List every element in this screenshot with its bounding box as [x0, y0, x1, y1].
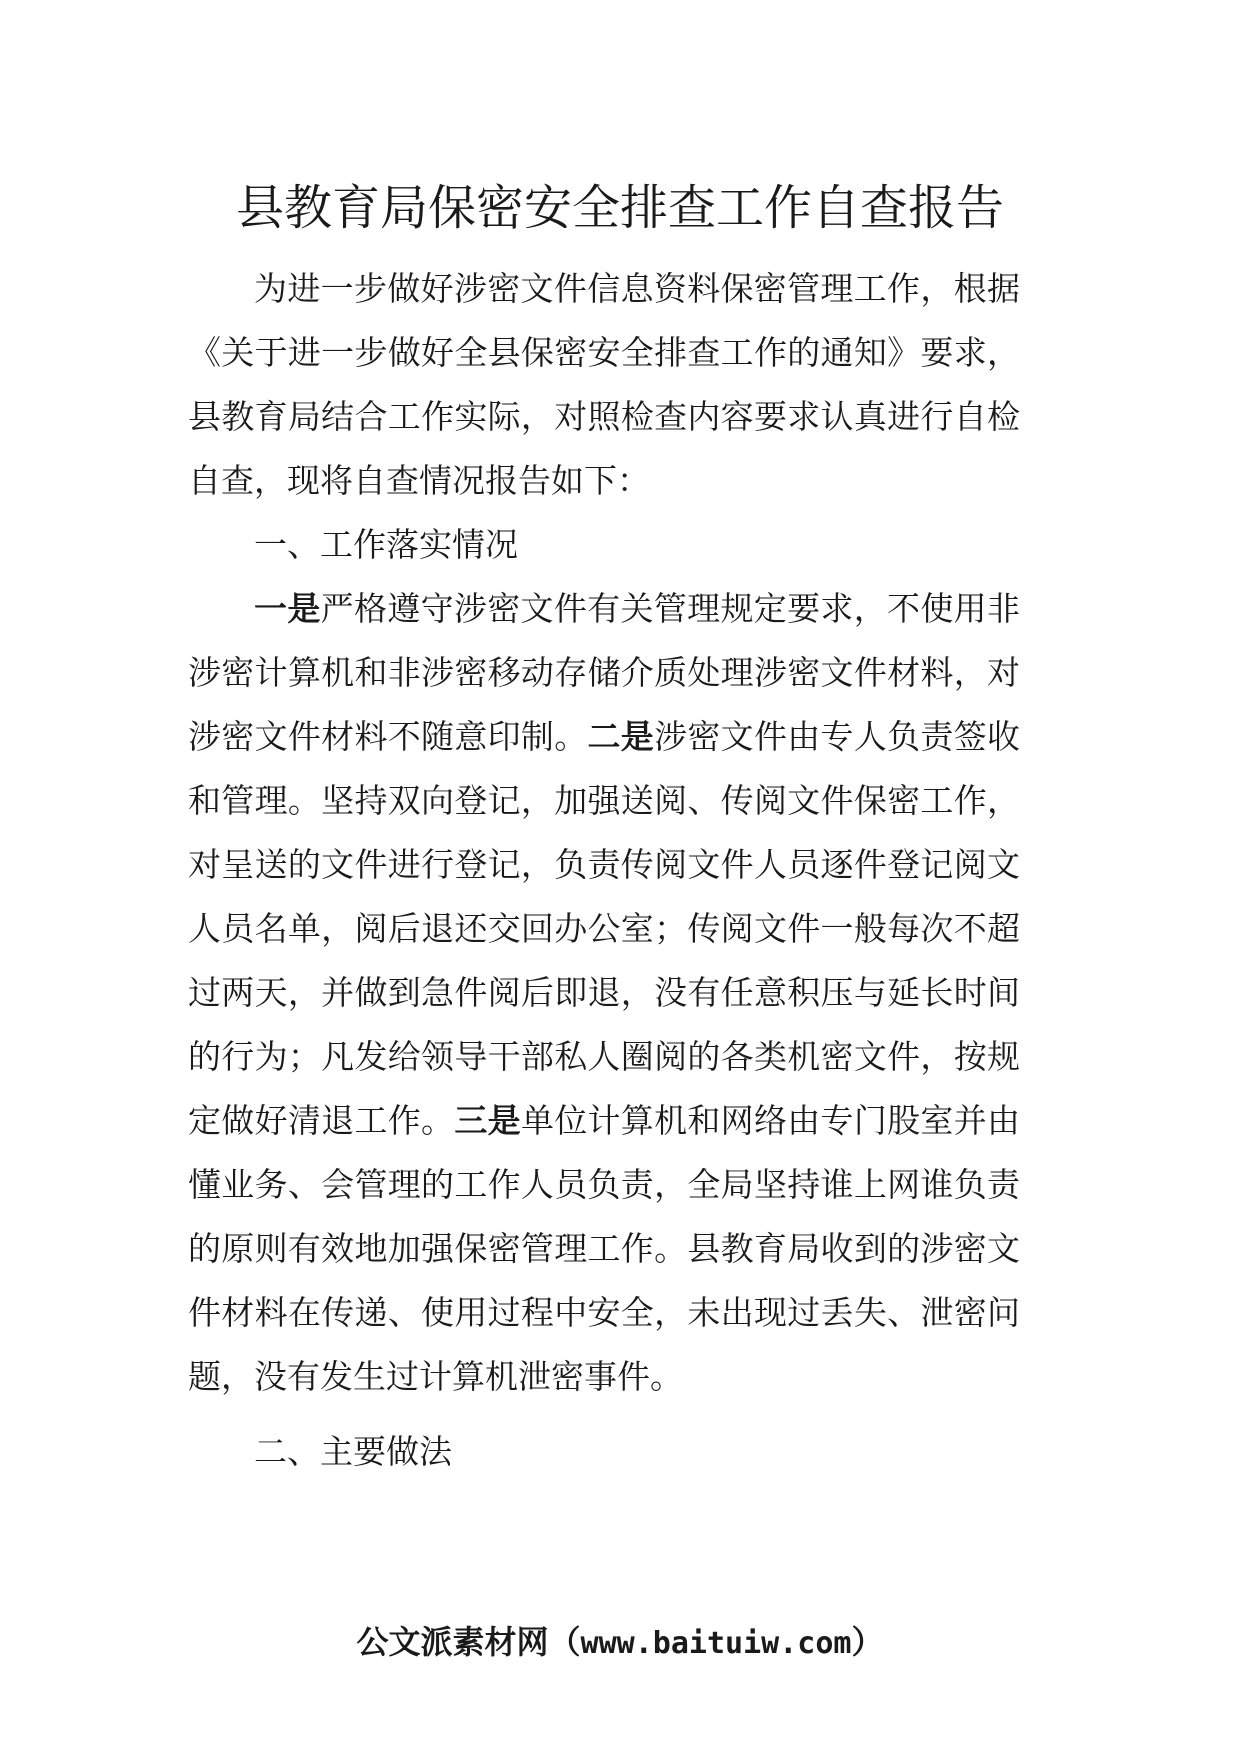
document-body — [188, 257, 1020, 1409]
footer-open-paren: （ — [548, 1623, 581, 1661]
section-2-heading: 二、主要做法 — [254, 1432, 452, 1471]
footer-watermark — [0, 1620, 1240, 1666]
footer-close-paren: ） — [851, 1623, 884, 1661]
point-2-text: 涉密文件由专人负责签收和管理。坚持双向登记，加强送阅、传阅文件保密工作，对呈送的文件进行登记，负责传阅文件人员逐件登记阅文人员名单，阅后退还交回办公室；传阅文件一般每次不超过两天，并做到急件阅后即退，没有任意积压与延长时间的行为；凡发给领导干部私人圈阅的各类机密文件，按规定做好清退工作。 — [188, 717, 1021, 1140]
point-3-text: 单位计算机和网络由专门股室并由懂业务、会管理的工作人员负责，全局坚持谁上网谁负责的原则有效地加强保密管理工作。县教育局收到的涉密文件材料在传递、使用过程中安全，未出现过丢失、泄密问题，没有发生过计算机泄密事件。 — [188, 1101, 1021, 1396]
section-1-heading: 一、工作落实情况 — [254, 525, 518, 564]
point-2-lead: 二是 — [587, 717, 655, 756]
section-1-paragraph — [188, 577, 1020, 1409]
point-3-lead: 三是 — [454, 1101, 521, 1140]
point-1-lead: 一是 — [254, 589, 321, 628]
point-1-text: 严格遵守涉密文件有关管理规定要求，不使用非涉密计算机和非涉密移动存储介质处理涉密文件材料，对涉密文件材料不随意印制。 — [188, 589, 1021, 756]
document-title: 县教育局保密安全排查工作自查报告 — [235, 180, 1004, 236]
footer-site-name: 公文派素材网 — [356, 1623, 549, 1661]
footer-url: www.baituiw.com — [580, 1626, 852, 1661]
intro-paragraph: 为进一步做好涉密文件信息资料保密管理工作，根据《关于进一步做好全县保密安全排查工作的通知》要求，县教育局结合工作实际，对照检查内容要求认真进行自检自查，现将自查情况报告如下： — [188, 269, 1020, 500]
